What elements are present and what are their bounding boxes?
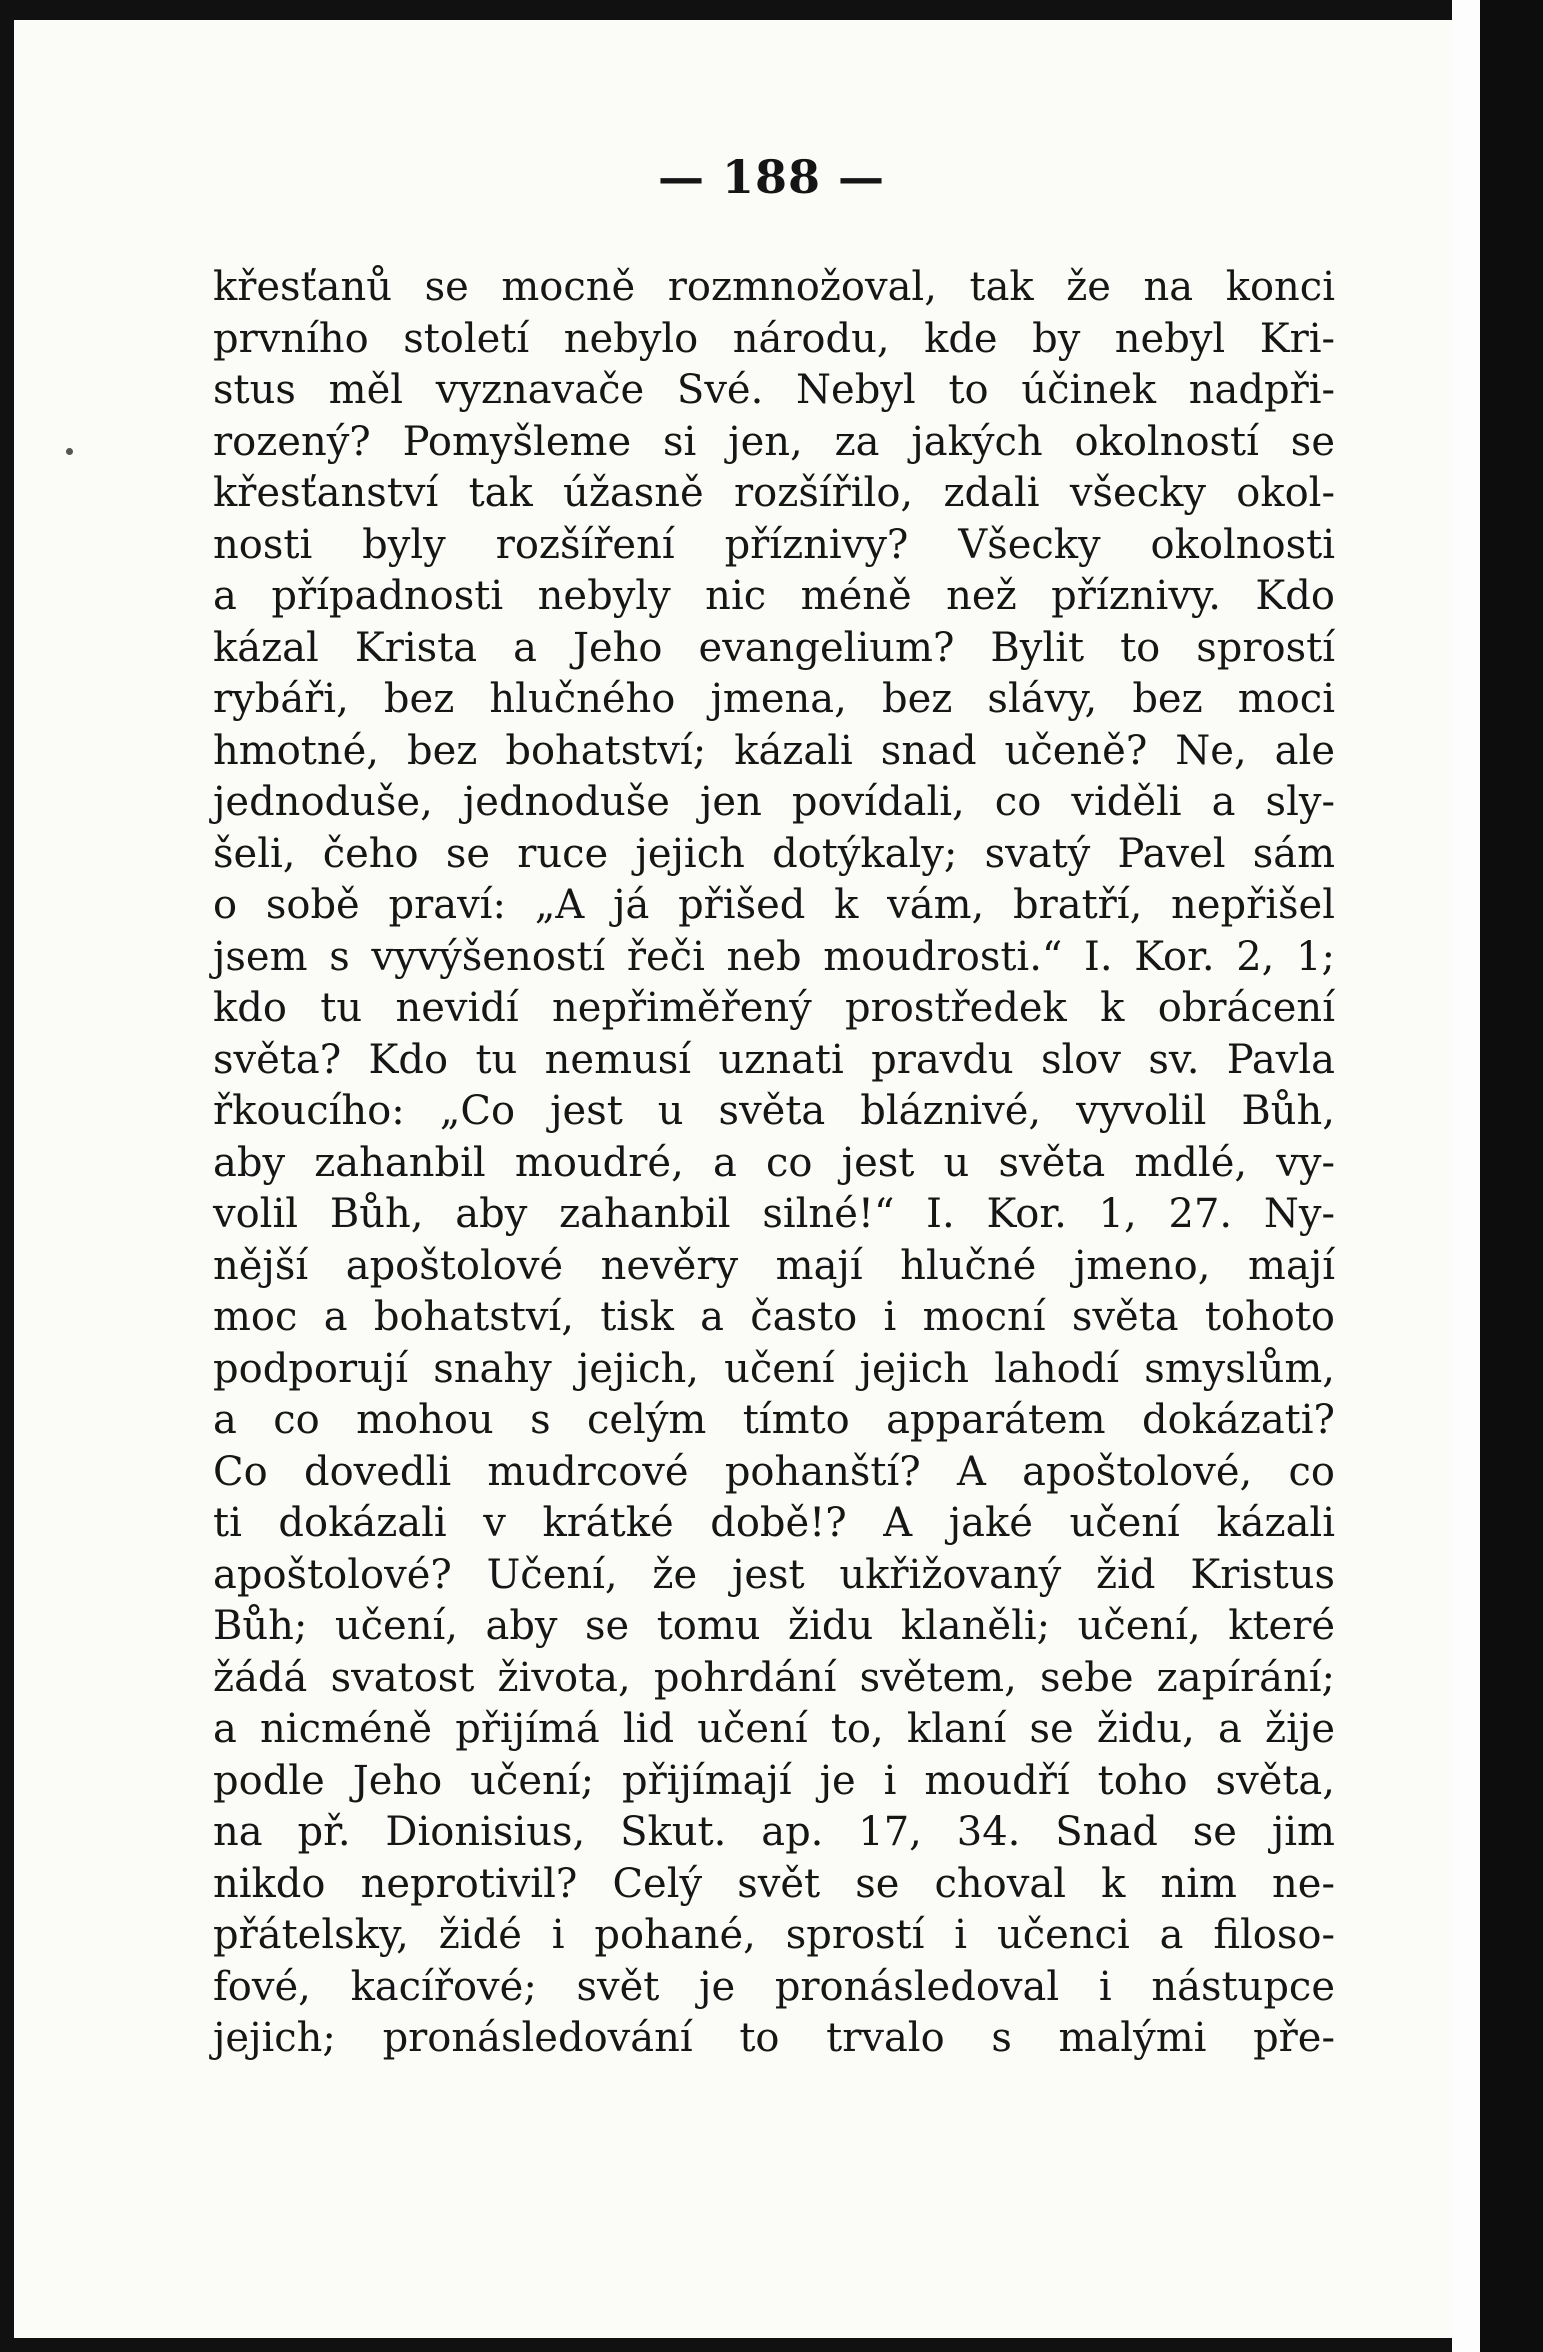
text-line: kázal Krista a Jeho evangelium? Bylit to sprostí xyxy=(213,624,1335,671)
text-line: podporují snahy jejich, učení jejich lahodí smyslům, xyxy=(213,1345,1335,1392)
text-line: o sobě praví: „A já přišed k vám, bratří, nepřišel xyxy=(213,882,1335,928)
text-line: a případnosti nebyly nic méně než příznivy. Kdo xyxy=(213,573,1335,619)
text-line: jednoduše, jednoduše jen povídali, co viděli a sly- xyxy=(213,779,1335,825)
body-text xyxy=(213,262,1335,2065)
text-line: šeli, čeho se ruce jejich dotýkaly; svatý Pavel sám xyxy=(213,830,1335,877)
text-line: světa? Kdo tu nemusí uznati pravdu slov sv. Pavla xyxy=(213,1036,1335,1083)
text-line: fové, kacířové; svět je pronásledoval i nástupce xyxy=(213,1963,1335,2010)
text-line: Co dovedli mudrcové pohanští? A apoštolové, co xyxy=(213,1448,1335,1495)
text-line: Bůh; učení, aby se tomu židu klaněli; učení, které xyxy=(213,1603,1335,1649)
text-line: ti dokázali v krátké době!? A jaké učení kázali xyxy=(213,1500,1335,1546)
text-line: hmotné, bez bohatství; kázali snad učeně? Ne, ale xyxy=(213,727,1335,774)
text-line: rozený? Pomyšleme si jen, za jakých okolností se xyxy=(213,418,1335,465)
text-line: volil Bůh, aby zahanbil silné!“ I. Kor. 1, 27. Ny- xyxy=(213,1191,1335,1237)
text-line: rybáři, bez hlučného jmena, bez slávy, bez moci xyxy=(213,676,1335,722)
page-number: — 188 — xyxy=(657,150,886,204)
text-line: moc a bohatství, tisk a často i mocní světa tohoto xyxy=(213,1294,1335,1340)
text-line: jsem s vyvýšeností řeči neb moudrosti.“ I. Kor. 2, 1; xyxy=(213,933,1335,980)
text-line: přátelsky, židé i pohané, sprostí i učenci a filoso- xyxy=(213,1912,1335,1958)
text-line: řkoucího: „Co jest u světa bláznivé, vyvolil Bůh, xyxy=(213,1088,1335,1134)
text-line: jejich; pronásledování to trvalo s malými pře- xyxy=(213,2015,1335,2061)
text-line: stus měl vyznavače Své. Nebyl to účinek nadpři- xyxy=(213,367,1335,413)
text-line: prvního století nebylo národu, kde by nebyl Kri- xyxy=(213,315,1335,362)
text-line: nikdo neprotivil? Celý svět se choval k nim ne- xyxy=(213,1860,1335,1907)
text-line: podle Jeho učení; přijímají je i moudří toho světa, xyxy=(213,1757,1335,1804)
text-line: křesťanů se mocně rozmnožoval, tak že na konci xyxy=(213,264,1335,310)
text-line: nější apoštolové nevěry mají hlučné jmeno, mají xyxy=(213,1242,1335,1289)
next-page-edge xyxy=(1452,0,1480,2352)
scan-border xyxy=(1480,0,1543,2352)
paper-speck xyxy=(66,448,73,455)
text-line: křesťanství tak úžasně rozšířilo, zdali všecky okol- xyxy=(213,470,1335,516)
text-line: na př. Dionisius, Skut. ap. 17, 34. Snad se jim xyxy=(213,1809,1335,1855)
text-line: aby zahanbil moudré, a co jest u světa mdlé, vy- xyxy=(213,1139,1335,1186)
text-line: a nicméně přijímá lid učení to, klaní se židu, a žije xyxy=(213,1706,1335,1752)
text-line: žádá svatost života, pohrdání světem, sebe zapírání; xyxy=(213,1654,1335,1701)
text-line: apoštolové? Učení, že jest ukřižovaný žid Kristus xyxy=(213,1551,1335,1598)
text-line: kdo tu nevidí nepřiměřený prostředek k obrácení xyxy=(213,985,1335,1031)
text-line: a co mohou s celým tímto apparátem dokázati? xyxy=(213,1397,1335,1443)
text-line: nosti byly rozšíření příznivy? Všecky okolnosti xyxy=(213,521,1335,568)
